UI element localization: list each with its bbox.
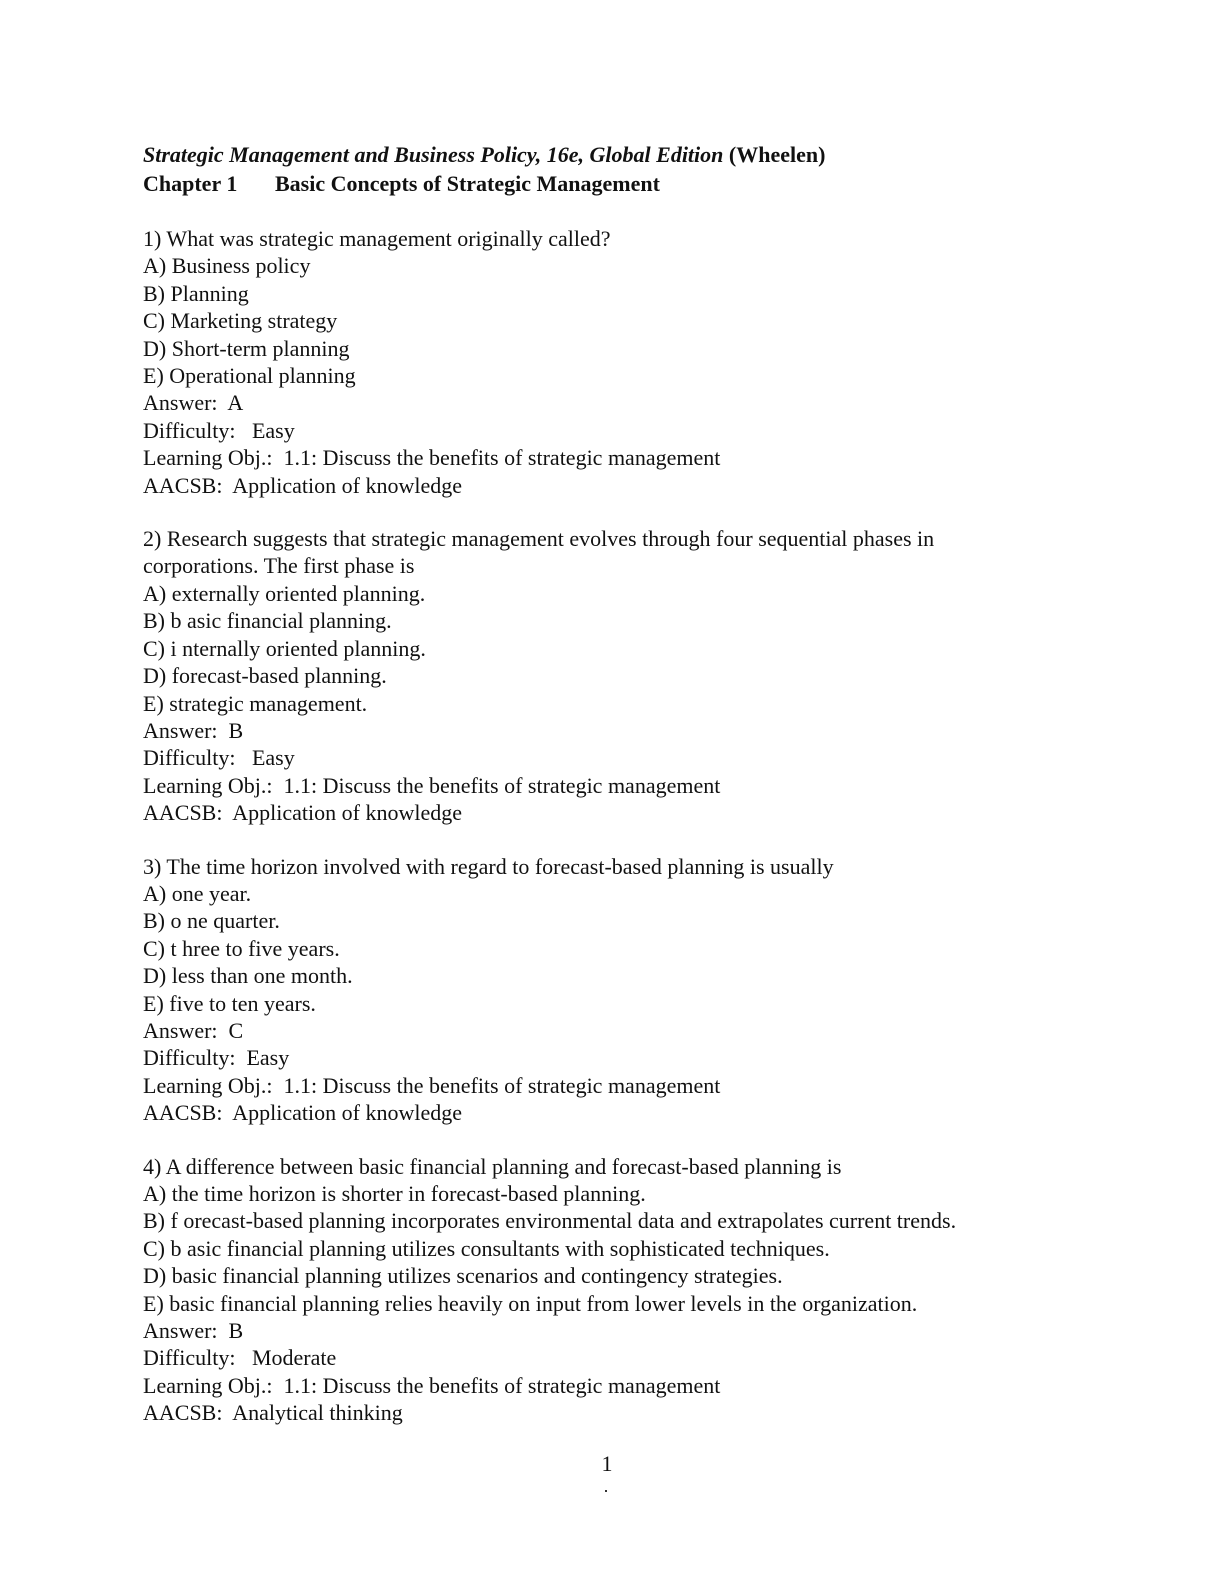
learning-objective: Learning Obj.: 1.1: Discuss the benefits of strategic management	[143, 1372, 721, 1398]
aacsb-standard: AACSB: Application of knowledge	[143, 1100, 462, 1126]
question-stem: corporations. The first phase is	[143, 553, 415, 579]
answer-key: Answer: A	[143, 390, 244, 416]
answer-option: C) b asic financial planning utilizes consultants with sophisticated techniques.	[143, 1235, 830, 1261]
answer-option: B) b asic financial planning.	[143, 608, 392, 634]
question-list	[143, 225, 1103, 1427]
aacsb-standard: AACSB: Application of knowledge	[143, 800, 462, 826]
page-content	[143, 140, 1103, 1453]
answer-option: D) forecast-based planning.	[143, 663, 387, 689]
answer-option: A) Business policy	[143, 253, 311, 279]
answer-option: C) t hree to five years.	[143, 935, 340, 961]
difficulty-level: Difficulty: Easy	[143, 417, 295, 443]
difficulty-level: Difficulty: Easy	[143, 745, 295, 771]
answer-key: Answer: B	[143, 717, 244, 743]
answer-option: C) i nternally oriented planning.	[143, 635, 426, 661]
question-stem: 1) What was strategic management originally called?	[143, 226, 611, 251]
question-block	[143, 225, 1103, 499]
answer-option: E) basic financial planning relies heavily on input from lower levels in the organization.	[143, 1290, 918, 1316]
difficulty-level: Difficulty: Easy	[143, 1045, 290, 1071]
chapter-title: Basic Concepts of Strategic Management	[275, 171, 660, 196]
answer-option: E) Operational planning	[143, 363, 356, 389]
answer-option: E) five to ten years.	[143, 990, 316, 1016]
learning-objective: Learning Obj.: 1.1: Discuss the benefits of strategic management	[143, 772, 721, 798]
question-block	[143, 525, 1103, 826]
answer-option: D) less than one month.	[143, 963, 353, 989]
answer-option: D) Short-term planning	[143, 335, 350, 361]
learning-objective: Learning Obj.: 1.1: Discuss the benefits of strategic management	[143, 445, 721, 471]
answer-option: E) strategic management.	[143, 690, 368, 716]
chapter-number: Chapter 1	[143, 171, 238, 196]
aacsb-standard: AACSB: Analytical thinking	[143, 1400, 403, 1426]
answer-option: D) basic financial planning utilizes scenarios and contingency strategies.	[143, 1263, 783, 1289]
question-stem: 4) A difference between basic financial planning and forecast-based planning is	[143, 1153, 842, 1179]
answer-option: A) the time horizon is shorter in forecast-based planning.	[143, 1181, 646, 1206]
answer-key: Answer: C	[143, 1017, 244, 1043]
chapter-heading	[143, 169, 1103, 198]
question-stem: 3) The time horizon involved with regard to forecast-based planning is usually	[143, 853, 834, 879]
book-author: (Wheelen)	[728, 142, 826, 167]
document-header	[143, 140, 1103, 198]
aacsb-standard: AACSB: Application of knowledge	[143, 472, 462, 498]
page-number: 1	[601, 1451, 613, 1476]
answer-option: B) o ne quarter.	[143, 908, 280, 934]
answer-key: Answer: B	[143, 1318, 244, 1344]
book-title-line	[143, 140, 1103, 169]
answer-option: B) Planning	[143, 280, 249, 306]
footer-dot	[605, 1490, 607, 1492]
difficulty-level: Difficulty: Moderate	[143, 1345, 337, 1371]
answer-option: B) f orecast-based planning incorporates environmental data and extrapolates current trends.	[143, 1208, 957, 1234]
answer-option: A) one year.	[143, 880, 252, 906]
learning-objective: Learning Obj.: 1.1: Discuss the benefits of strategic management	[143, 1072, 721, 1098]
question-stem: 2) Research suggests that strategic management evolves through four sequential phases in	[143, 526, 935, 552]
question-block	[143, 853, 1103, 1127]
answer-option: A) externally oriented planning.	[143, 580, 426, 606]
book-title: Strategic Management and Business Policy, 16e, Global Edition	[143, 142, 724, 167]
question-block	[143, 1153, 1103, 1427]
answer-option: C) Marketing strategy	[143, 308, 338, 334]
